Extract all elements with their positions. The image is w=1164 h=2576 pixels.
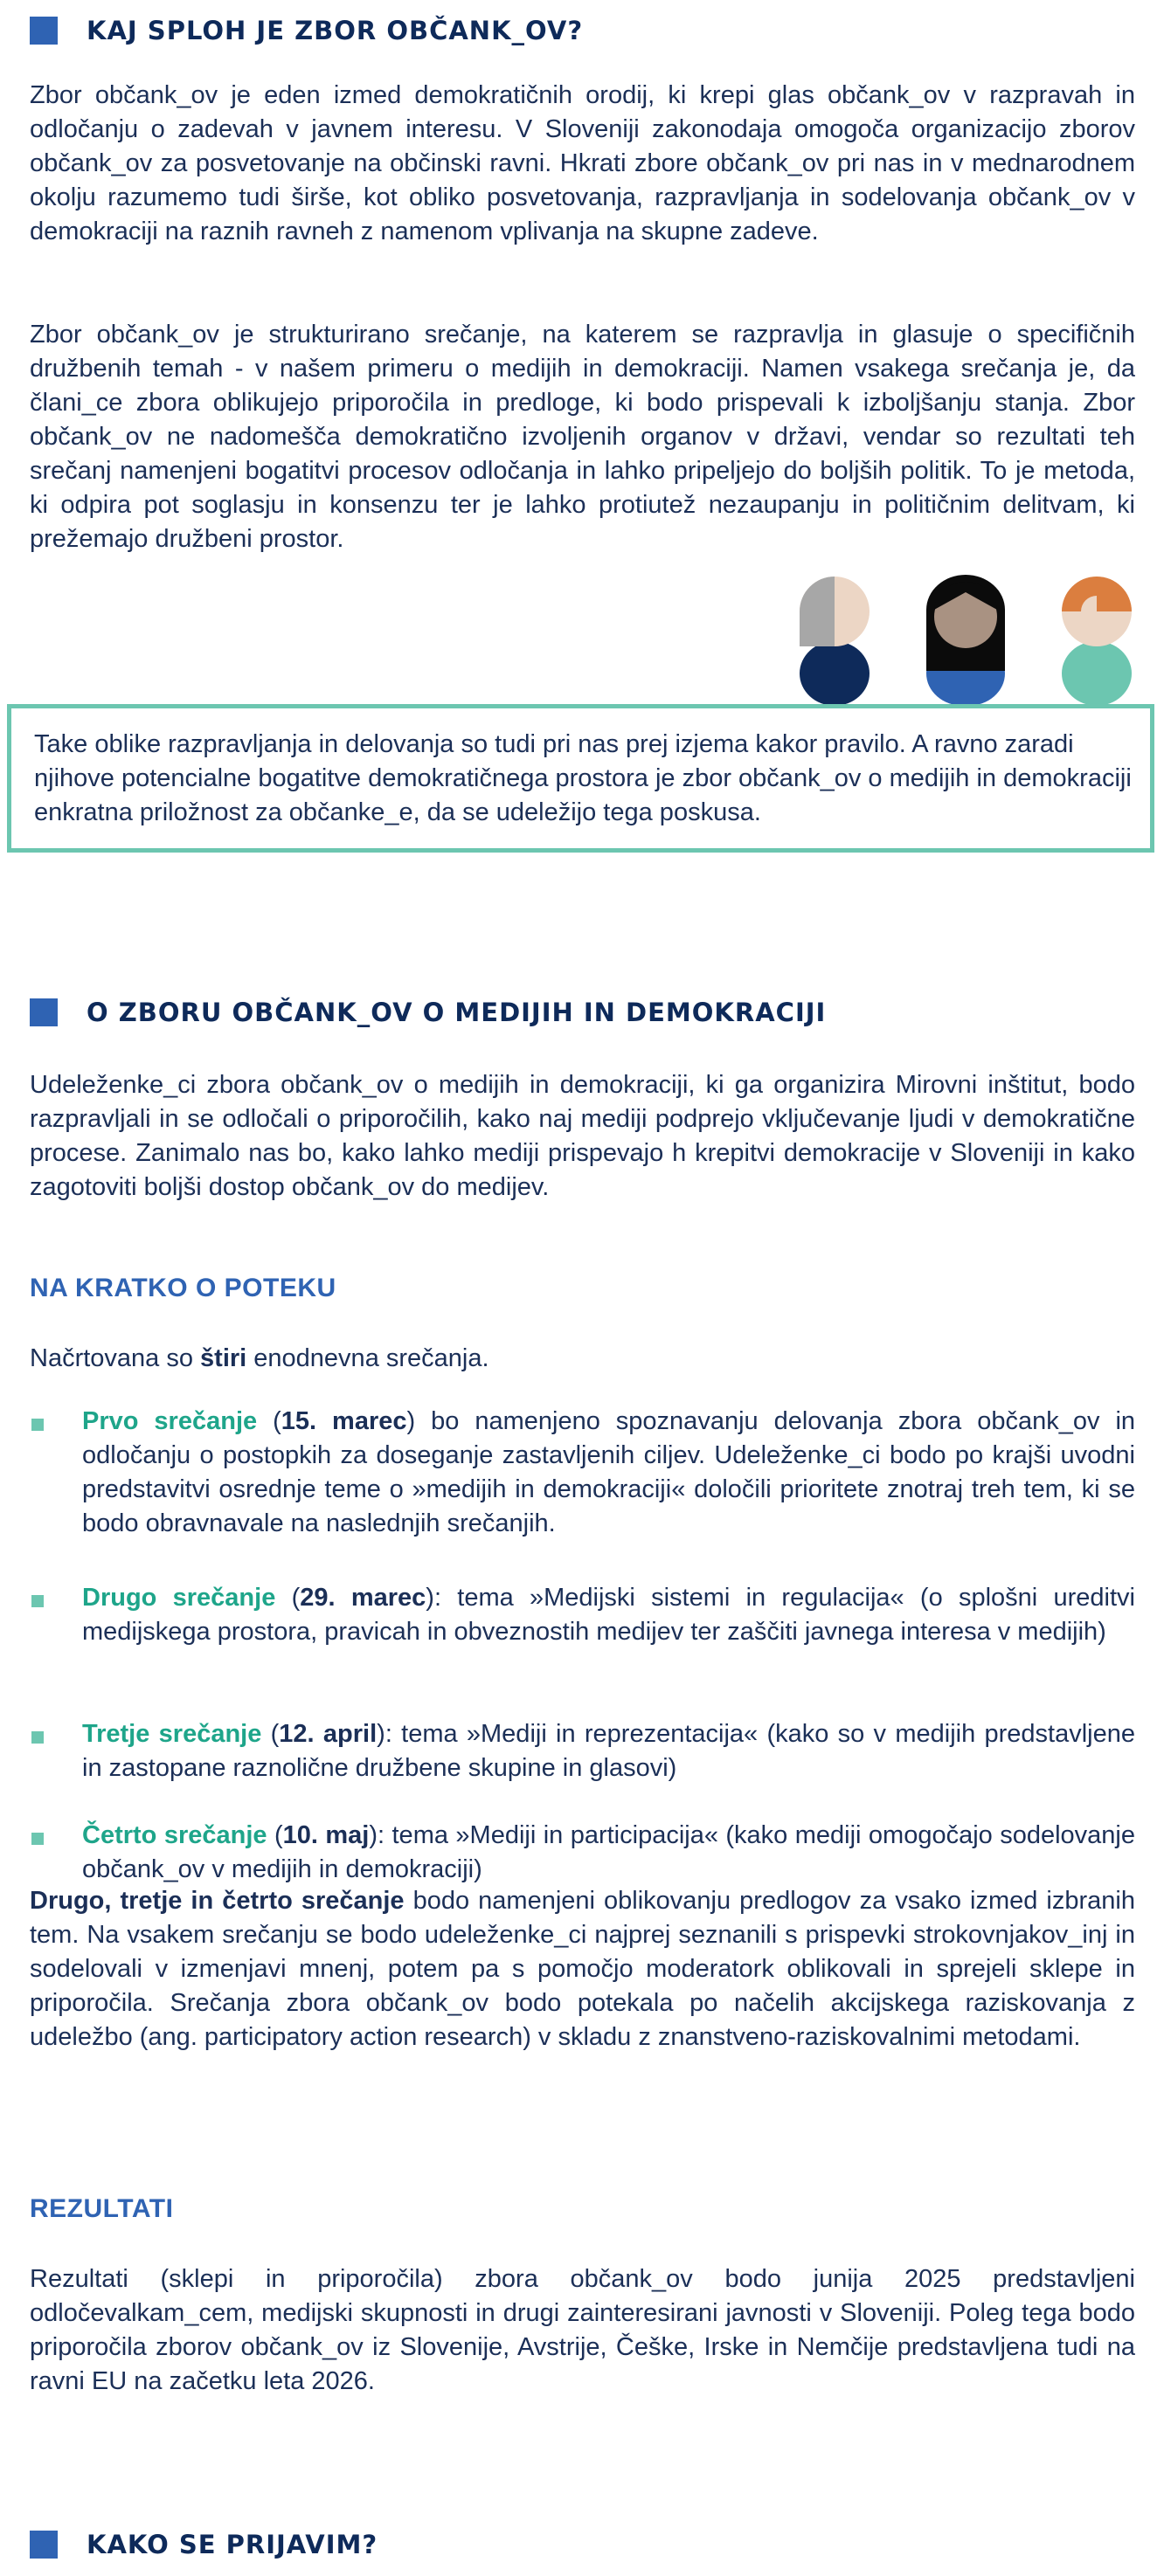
list-item (30, 1581, 1135, 1649)
meeting-date: 12. april (279, 1720, 378, 1748)
highlight-text: Take oblike razpravljanja in delovanja so tudi pri nas prej izjema kakor pravilo. A ravno zaradi njihove potencialne bogatitve demokratičnega prostora je zbor občank_ov o medijih in demokraciji enkratna priložnost za občanke_e, da se udeležijo tega poskusa. (34, 730, 1132, 826)
square-bullet-icon (30, 17, 58, 45)
meeting-label: Tretje srečanje (82, 1720, 262, 1748)
list-item (30, 1717, 1135, 1785)
section-heading-about (30, 998, 826, 1027)
teal-square-bullet-icon (31, 1595, 44, 1607)
meeting-paren: ) (426, 1584, 434, 1612)
paragraph-intro: Zbor občank_ov je eden izmed demokratičnih orodij, ki krepi glas občank_ov v razpravah in odločanju o zadevah v javnem interesu. V Sloveniji zakonodaja omogoča organizacijo zborov občank_ov za posvetovanje na občinski ravni. Hkrati zbore občank_ov pri nas in v mednarodnem okolju razumemo tudi širše, kot obliko posvetovanja, razpravljanja in sodelovanja občank_ov v demokraciji na raznih ravneh z namenom vplivanja na skupne zadeve. (30, 81, 1135, 245)
meeting-paren: ( (257, 1407, 281, 1435)
meeting-label: Drugo srečanje (82, 1584, 276, 1612)
meeting-label: Prvo srečanje (82, 1407, 258, 1435)
section-heading-what-is (30, 16, 583, 45)
section-title: O ZBORU OBČANK_OV O MEDIJIH IN DEMOKRACIJI (87, 998, 827, 1027)
person-2-icon (926, 575, 1005, 706)
intro-text-end: enodnevna srečanja. (246, 1344, 489, 1372)
meeting-paren: ( (267, 1821, 283, 1849)
paragraph-results: Rezultati (sklepi in priporočila) zbora občank_ov bodo junija 2025 predstavljeni odločevalkam_cem, medijski skupnosti in drugi zainteresirani javnosti v Sloveniji. Poleg tega bodo priporočila zborov občank_ov iz Slovenije, Avstrije, Češke, Irske in Nemčije predstavljena tudi na ravni EU na začetku leta 2026. (30, 2265, 1135, 2395)
meeting-description: : tema »Mediji in reprezentacija« (kako so v medijih predstavljene in zastopane raznolične družbene skupine in glasovi) (82, 1720, 1135, 1782)
meeting-date: 15. marec (281, 1407, 407, 1435)
paragraph-about: Udeleženke_ci zbora občank_ov o medijih in demokraciji, ki ga organizira Mirovni inštitut, bodo razpravljali in se odločali o priporočilih, kako naj mediji podprejo vključevanje ljudi v demokratične procese. Zanimalo nas bo, kako lahko mediji prispevajo h krepitvi demokracije v Sloveniji in kako zagotoviti boljši dostop občank_ov do medijev. (30, 1071, 1135, 1201)
paragraph-meetings-intro (30, 1342, 1135, 1376)
teal-square-bullet-icon (31, 1731, 44, 1744)
meeting-paren: ( (275, 1584, 301, 1612)
section-heading-apply (30, 2530, 378, 2559)
subheading-overview: NA KRATKO O POTEKU (30, 1274, 336, 1302)
person-3-icon (1062, 577, 1132, 706)
square-bullet-icon (30, 2531, 58, 2559)
meeting-description: : tema »Mediji in participacija« (kako mediji omogočajo sodelovanje občank_ov v medijih in demokraciji) (82, 1821, 1136, 1883)
list-item (30, 1819, 1135, 1887)
square-bullet-icon (30, 998, 58, 1026)
intro-text: Načrtovana so (30, 1344, 201, 1372)
meeting-label: Četrto srečanje (82, 1821, 267, 1849)
person-1-icon (800, 577, 870, 706)
teal-square-bullet-icon (31, 1419, 44, 1431)
paragraph-bold-lead: Drugo, tretje in četrto srečanje (30, 1887, 405, 1915)
teal-square-bullet-icon (31, 1833, 44, 1845)
section-title: KAJ SPLOH JE ZBOR OBČANK_OV? (87, 16, 584, 45)
meeting-description: : tema »Medijski sistemi in regulacija« (o splošni ureditvi medijskega prostora, pravicah in obveznostih medijev ter zaščiti javnega interesa v medijih) (82, 1584, 1135, 1646)
people-illustration (769, 575, 1154, 706)
meeting-date: 10. maj (282, 1821, 370, 1849)
paragraph-meeting-details (30, 1884, 1135, 2055)
paragraph-structure: Zbor občank_ov je strukturirano srečanje, na katerem se razpravlja in glasuje o specifičnih družbenih temah - v našem primeru o medijih in demokraciji. Namen vsakega srečanja je, da člani_ce zbora oblikujejo priporočila in predloge, ki bodo prispevali k izboljšanju stanja. Zbor občank_ov ne nadomešča demokratično izvoljenih organov v državi, vendar so rezultati teh srečanj namenjeni bogatitvi procesov odločanja in lahko pripeljejo do boljših politik. To je metoda, ki odpira pot soglasju in konsenzu ter je lahko protiutež nezaupanju in političnim delitvam, ki prežemajo družbeni prostor. (30, 321, 1135, 553)
meeting-description: bo namenjeno spoznavanju delovanja zbora občank_ov in odločanju o postopkih za doseganje zastavljenih ciljev. Udeleženke_ci bodo po krajši uvodni predstavitvi osrednje teme o »medijih in demokraciji« določili prioritete znotraj treh tem, ki se bodo obravnavale na naslednjih srečanjih. (82, 1407, 1136, 1537)
meeting-paren: ) (377, 1720, 385, 1748)
intro-bold: štiri (200, 1344, 247, 1372)
section-title: KAKO SE PRIJAVIM? (87, 2530, 378, 2559)
meeting-paren: ) (369, 1821, 378, 1849)
meeting-date: 29. marec (300, 1584, 426, 1612)
list-item (30, 1405, 1135, 1541)
meeting-paren: ) (406, 1407, 416, 1435)
highlight-box (7, 704, 1154, 853)
meeting-paren: ( (261, 1720, 280, 1748)
paragraph-rest: bodo namenjeni oblikovanju predlogov za vsako izmed izbranih tem. Na vsakem srečanju se bodo udeleženke_ci najprej seznanili s prispevki strokovnjakov_inj in sodelovali v izmenjavi mnenj, potem pa s pomočjo moderatork oblikovali in sprejeli sklepe in priporočila. Srečanja zbora občank_ov bodo potekala po načelih akcijskega raziskovanja z udeležbo (ang. participatory action research) v skladu z znanstveno-raziskovalnimi metodami. (30, 1887, 1135, 2051)
subheading-results: REZULTATI (30, 2194, 174, 2223)
